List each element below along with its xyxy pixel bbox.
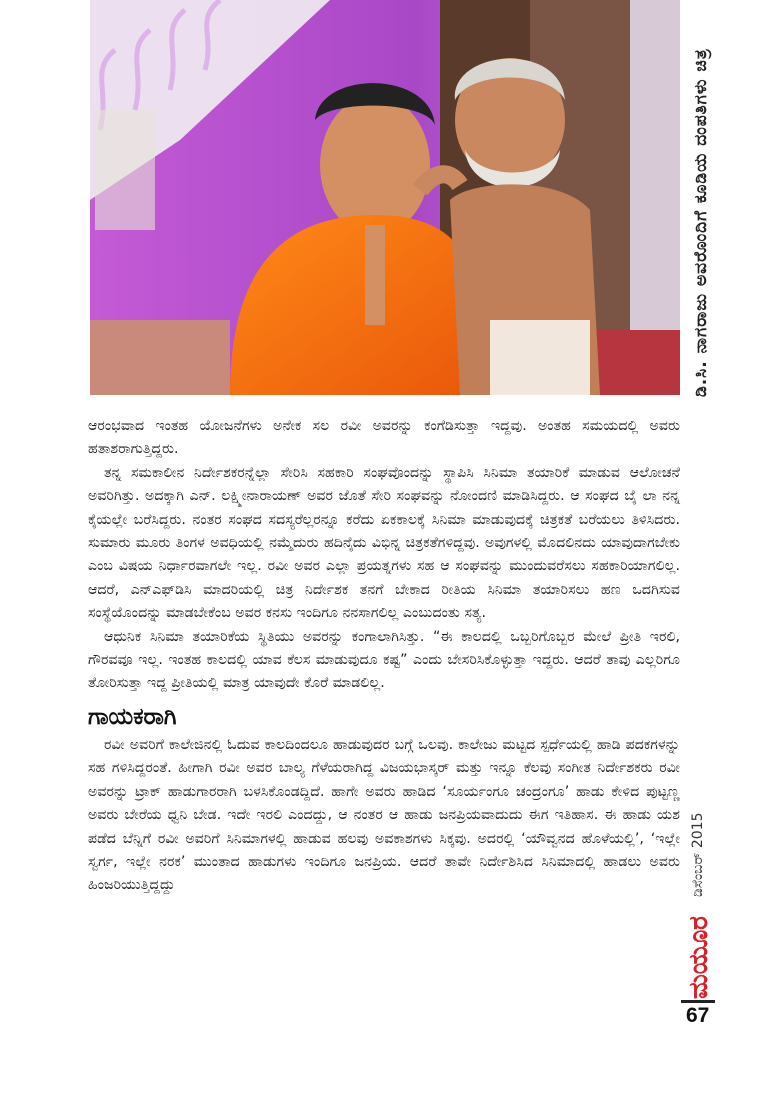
issue-date: ಡಿಸೆಂಬರ್ 2015	[690, 812, 706, 897]
paragraph: ರವೀ ಅವರಿಗೆ ಕಾಲೇಜಿನಲ್ಲಿ ಓದುವ ಕಾಲದಿಂದಲೂ ಹಾಡುವುದರ ಬಗ್ಗೆ ಒಲವು. ಕಾಲೇಜು ಮಟ್ಟದ ಸ್ಪರ್ಧೆಯಲ್ಲಿ ಹಾಡಿ ಪದಕಗಳನ್ನು ಸಹ ಗಳಿಸಿದ್ದರಂತೆ. ಹೀಗಾಗಿ ರವೀ ಅವರ ಬಾಲ್ಯ ಗೆಳೆಯರಾಗಿದ್ದ ವಿಜಯಭಾಸ್ಕರ್ ಮತ್ತು ಇನ್ನೂ ಕೆಲವು ಸಂಗೀತ ನಿರ್ದೇಶಕರು ರವೀ ಅವರನ್ನು ಟ್ರಾಕ್ ಹಾಡುಗಾರರಾಗಿ ಬಳಸಿಕೊಂಡದ್ದಿದೆ. ಹಾಗೇ ಅವರು ಹಾಡಿದ ‘ಸೂರ್ಯಂಗೂ ಚಂದ್ರಂಗೂ’ ಹಾಡು ಕೇಳಿದ ಪುಟ್ಟಣ್ಣ ಅವರು ಬೇರೆಯ ಧ್ವನಿ ಬೇಡ. ಇದೇ ಇರಲಿ ಎಂದದ್ದು, ಆ ನಂತರ ಆ ಹಾಡು ಜನಪ್ರಿಯವಾದುದು ಈಗ ಇತಿಹಾಸ. ಈ ಹಾಡು ಯಶ ಪಡೆದ ಬೆನ್ನಿಗೆ ರವೀ ಅವರಿಗೆ ಸಿನಿಮಾಗಳಲ್ಲಿ ಹಾಡುವ ಹಲವು ಅವಕಾಶಗಳು ಸಿಕ್ಕವು. ಅದರಲ್ಲಿ ‘ಯೌವ್ವನದ ಹೊಳೆಯಲ್ಲಿ’, ‘ಇಲ್ಲೇ ಸ್ವರ್ಗ, ಇಲ್ಲೇ ನರಕ’ ಮುಂತಾದ ಹಾಡುಗಳು ಇಂದಿಗೂ ಜನಪ್ರಿಯ. ಆದರೆ ತಾವೇ ನಿರ್ದೇಶಿಸಿದ ಸಿನಿಮಾದಲ್ಲಿ ಹಾಡಲು ಅವರು ಹಿಂಜರಿಯುತ್ತಿದ್ದದ್ದು	[88, 736, 680, 894]
page-number: 67	[686, 1004, 710, 1027]
photo-caption: ಡಿ.ಸಿ. ನಾಗರಾಜು ಅವರೊಂದಿಗೆ ಕೂಡಿಯ ದಂಪತಿಗಳು ಚಿತ್ರ	[691, 48, 711, 397]
article-photo	[90, 0, 680, 395]
article-body	[88, 415, 680, 898]
paragraph: ಆರಂಭವಾದ ಇಂತಹ ಯೋಜನೆಗಳು ಅನೇಕ ಸಲ ರವೀ ಅವರನ್ನು ಕಂಗೆಡಿಸುತ್ತಾ ಇದ್ದವು. ಅಂತಹ ಸಮಯದಲ್ಲಿ ಅವರು ಹತಾಶರಾಗುತ್ತಿದ್ದರು.	[88, 418, 680, 458]
magazine-logo: ಮಯೂರ	[684, 916, 714, 999]
paragraph: ತನ್ನ ಸಮಕಾಲೀನ ನಿರ್ದೇಶಕರನ್ನೆಲ್ಲಾ ಸೇರಿಸಿ ಸಹಕಾರಿ ಸಂಘವೊಂದನ್ನು ಸ್ಥಾಪಿಸಿ ಸಿನಿಮಾ ತಯಾರಿಕೆ ಮಾಡುವ ಆಲೋಚನೆ ಅವರಿಗಿತ್ತು. ಅದಕ್ಕಾಗಿ ಎನ್. ಲಕ್ಷ್ಮೀನಾರಾಯಣ್ ಅವರ ಜೊತೆ ಸೇರಿ ಸಂಘವನ್ನು ನೋಂದಣಿ ಮಾಡಿಸಿದ್ದರು. ಆ ಸಂಘದ ಬೈ ಲಾ ನನ್ನ ಕೈಯಲ್ಲೇ ಬರೆಸಿದ್ದರು. ನಂತರ ಸಂಘದ ಸದಸ್ಯರೆಲ್ಲರನ್ನೂ ಕರೆದು ಏಕಕಾಲಕ್ಕೆ ಸಿನಿಮಾ ಮಾಡುವುದಕ್ಕೆ ಚಿತ್ರಕತೆ ಬರೆಯಲು ತಿಳಿಸಿದರು. ಸುಮಾರು ಮೂರು ತಿಂಗಳ ಅವಧಿಯಲ್ಲಿ ನಮ್ಮೆದುರು ಹದಿನೈದು ವಿಭಿನ್ನ ಚಿತ್ರಕತೆಗಳಿದ್ದವು. ಅವುಗಳಲ್ಲಿ ಮೊದಲಿನದು ಯಾವುದಾಗಬೇಕು ಎಂಬ ವಿಷಯ ನಿರ್ಧಾರವಾಗಲೇ ಇಲ್ಲ. ರವೀ ಅವರ ಎಲ್ಲಾ ಪ್ರಯತ್ನಗಳು ಸಹ ಆ ಸಂಘವನ್ನು ಮುಂದುವರೆಸಲು ಸಹಕಾರಿಯಾಗಲಿಲ್ಲ. ಆದರೆ, ಎನ್‌ಎಫ್‌ಡಿಸಿ ಮಾದರಿಯಲ್ಲಿ ಚಿತ್ರ ನಿರ್ದೇಶಕ ತನಗೆ ಬೇಕಾದ ರೀತಿಯ ಸಿನಿಮಾ ತಯಾರಿಸಲು ಹಣ ಒದಗಿಸುವ ಸಂಸ್ಥೆಯೊಂದನ್ನು ಮಾಡಬೇಕೆಂಬ ಅವರ ಕನಸು ಇಂದಿಗೂ ನನಸಾಗಲಿಲ್ಲ ಎಂಬುದಂತು ಸತ್ಯ.	[88, 464, 680, 622]
section-heading: ಗಾಯಕರಾಗಿ	[88, 703, 177, 730]
couple-photo-illustration	[90, 0, 680, 395]
divider	[681, 1000, 715, 1003]
paragraph: ಆಧುನಿಕ ಸಿನಿಮಾ ತಯಾರಿಕೆಯ ಸ್ಥಿತಿಯು ಅವರನ್ನು ಕಂಗಾಲಾಗಿಸಿತ್ತು. “ಈ ಕಾಲದಲ್ಲಿ ಒಬ್ಬರಿಗೊಬ್ಬರ ಮೇಲೆ ಪ್ರೀತಿ ಇರಲಿ, ಗೌರವವೂ ಇಲ್ಲ. ಇಂತಹ ಕಾಲದಲ್ಲಿ ಯಾವ ಕೆಲಸ ಮಾಡುವುದೂ ಕಷ್ಟ” ಎಂದು ಬೇಸರಿಸಿಕೊಳ್ಳುತ್ತಾ ಇದ್ದರು. ಆದರೆ ತಾವು ಎಲ್ಲರಿಗೂ ತೋರಿಸುತ್ತಾ ಇದ್ದ ಪ್ರೀತಿಯಲ್ಲಿ ಮಾತ್ರ ಯಾವುದೇ ಕೊರೆ ಮಾಡಲಿಲ್ಲ.	[88, 628, 680, 692]
